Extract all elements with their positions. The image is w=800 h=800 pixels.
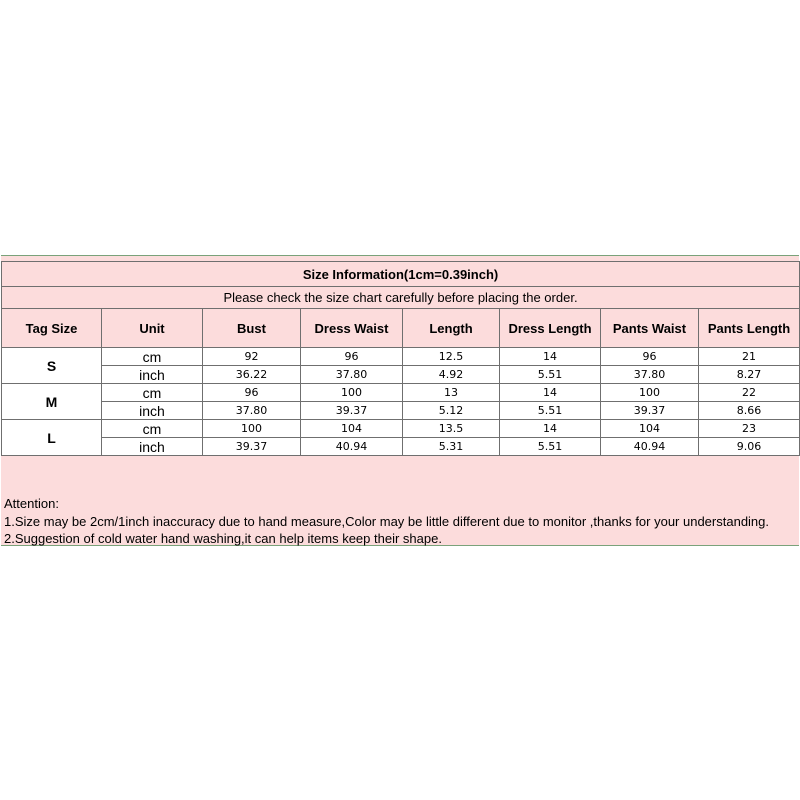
- value-cell: 14: [500, 348, 601, 366]
- attention-line: 2.Suggestion of cold water hand washing,it can help items keep their shape.: [4, 531, 442, 546]
- column-header: Pants Length: [699, 309, 800, 348]
- value-cell: 5.51: [500, 366, 601, 384]
- column-header: Bust: [203, 309, 301, 348]
- value-cell: 14: [500, 384, 601, 402]
- value-cell: 22: [699, 384, 800, 402]
- tag-size-cell: M: [2, 384, 102, 420]
- value-cell: 14: [500, 420, 601, 438]
- value-cell: 13.5: [403, 420, 500, 438]
- value-cell: 9.06: [699, 438, 800, 456]
- unit-cell: cm: [102, 420, 203, 438]
- tag-size-cell: L: [2, 420, 102, 456]
- table-row: [2, 438, 800, 456]
- table-row: [2, 366, 800, 384]
- size-chart: [1, 255, 799, 546]
- value-cell: 21: [699, 348, 800, 366]
- value-cell: 104: [601, 420, 699, 438]
- value-cell: 96: [601, 348, 699, 366]
- header-row: [2, 309, 800, 348]
- column-header: Length: [403, 309, 500, 348]
- column-header: Pants Waist: [601, 309, 699, 348]
- value-cell: 23: [699, 420, 800, 438]
- size-table: [1, 261, 800, 456]
- unit-cell: cm: [102, 348, 203, 366]
- unit-cell: cm: [102, 384, 203, 402]
- value-cell: 8.27: [699, 366, 800, 384]
- value-cell: 5.51: [500, 402, 601, 420]
- value-cell: 100: [601, 384, 699, 402]
- column-header: Dress Waist: [301, 309, 403, 348]
- unit-cell: inch: [102, 438, 203, 456]
- column-header: Unit: [102, 309, 203, 348]
- value-cell: 37.80: [601, 366, 699, 384]
- value-cell: 5.12: [403, 402, 500, 420]
- value-cell: 96: [301, 348, 403, 366]
- value-cell: 4.92: [403, 366, 500, 384]
- value-cell: 92: [203, 348, 301, 366]
- chart-notice: Please check the size chart carefully before placing the order.: [2, 287, 800, 309]
- table-row: [2, 402, 800, 420]
- unit-cell: inch: [102, 366, 203, 384]
- chart-title: Size Information(1cm=0.39inch): [2, 262, 800, 287]
- table-row: [2, 420, 800, 438]
- value-cell: 8.66: [699, 402, 800, 420]
- value-cell: 100: [203, 420, 301, 438]
- value-cell: 5.31: [403, 438, 500, 456]
- table-row: [2, 384, 800, 402]
- value-cell: 37.80: [203, 402, 301, 420]
- value-cell: 12.5: [403, 348, 500, 366]
- attention-heading: Attention:: [4, 496, 59, 511]
- tag-size-cell: S: [2, 348, 102, 384]
- attention-notes: [4, 495, 769, 548]
- value-cell: 104: [301, 420, 403, 438]
- column-header: Tag Size: [2, 309, 102, 348]
- value-cell: 5.51: [500, 438, 601, 456]
- value-cell: 100: [301, 384, 403, 402]
- attention-line: 1.Size may be 2cm/1inch inaccuracy due to hand measure,Color may be little different due to monitor ,thanks for your understanding.: [4, 513, 770, 529]
- value-cell: 39.37: [203, 438, 301, 456]
- value-cell: 39.37: [601, 402, 699, 420]
- table-row: [2, 348, 800, 366]
- value-cell: 40.94: [301, 438, 403, 456]
- value-cell: 40.94: [601, 438, 699, 456]
- value-cell: 37.80: [301, 366, 403, 384]
- unit-cell: inch: [102, 402, 203, 420]
- column-header: Dress Length: [500, 309, 601, 348]
- value-cell: 36.22: [203, 366, 301, 384]
- value-cell: 39.37: [301, 402, 403, 420]
- value-cell: 96: [203, 384, 301, 402]
- value-cell: 13: [403, 384, 500, 402]
